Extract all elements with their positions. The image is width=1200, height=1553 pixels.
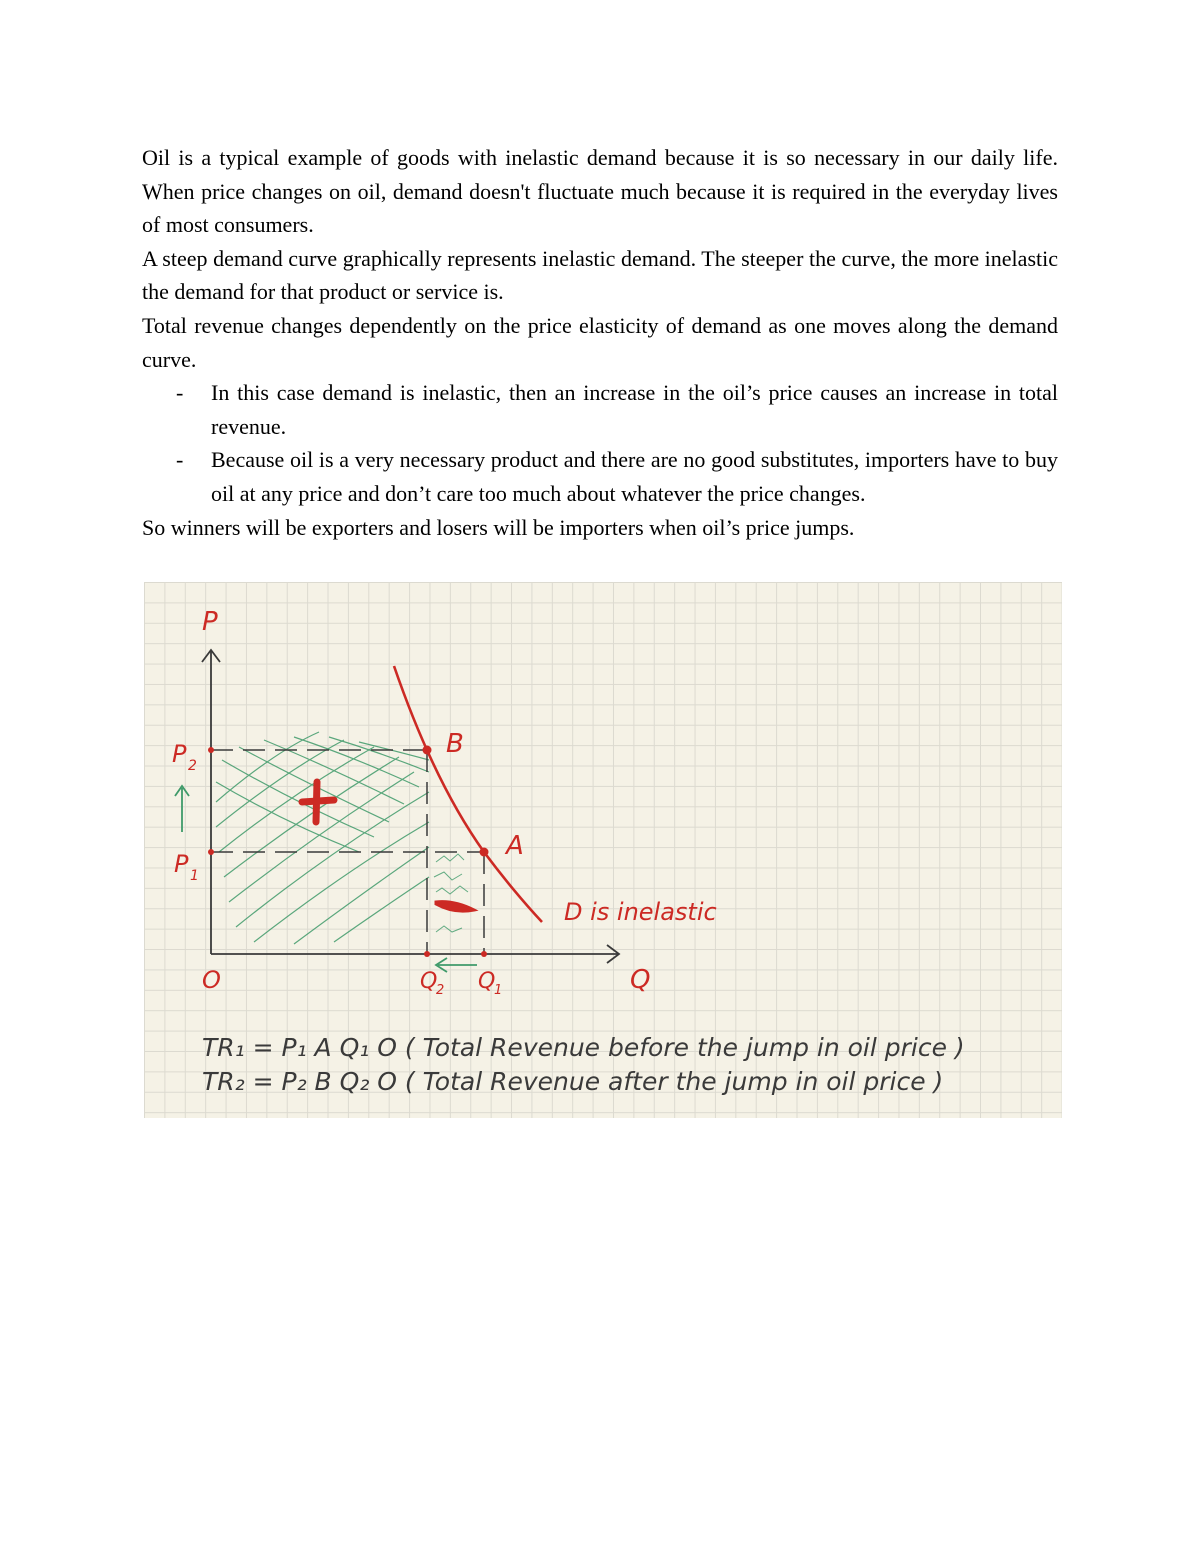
bullet-text: Because oil is a very necessary product and there are no good substitutes, importers have to buy oil at any price and don’t care too much about whatever the price changes. [211,447,1058,506]
paragraph-oil-example: Oil is a typical example of goods with inelastic demand because it is so necessary in our daily life. When price changes on oil, demand doesn't fluctuate much because it is required in the everyday lives of most consumers. [142,145,1058,238]
bullet-item [142,376,1058,443]
bullet-text: In this case demand is inelastic, then an increase in the oil’s price causes an increase in total revenue. [211,380,1058,439]
sketch-drawing [144,582,1062,1118]
bullet-item [142,443,1058,510]
curve-note: D is inelastic [564,898,717,926]
quantity-left-arrow-icon [436,958,477,972]
q2-label: Q [420,969,438,994]
x-axis-label: Q [630,965,651,995]
q1-label: Q [478,969,496,994]
body-text [142,141,1058,544]
hatched-loss-area [434,854,468,932]
tr1-formula: TR₁ = P₁ A Q₁ O ( Total Revenue before the jump in oil price ) [202,1033,965,1062]
paragraph-steep-curve: A steep demand curve graphically represents inelastic demand. The steeper the curve, the more inelastic the demand for that product or service is. [142,245,1058,305]
point-a-marker [480,848,489,857]
q2-tick [424,951,430,957]
p1-subscript: 1 [190,868,199,884]
point-b-label: B [446,729,464,759]
axes [202,650,619,963]
p2-subscript: 2 [188,758,197,774]
p2-label: P [172,740,187,768]
p1-tick [208,849,214,855]
bullet-marker: - [176,447,184,473]
handwritten-sketch [144,582,1062,1118]
tr2-formula: TR₂ = P₂ B Q₂ O ( Total Revenue after the jump in oil price ) [202,1067,944,1096]
demand-curve [394,666,542,922]
hatched-revenue-area [216,732,429,944]
point-b-marker [423,746,432,755]
p1-label: P [174,850,189,878]
paragraph-total-revenue: Total revenue changes dependently on the price elasticity of demand as one moves along the demand curve. [142,312,1058,372]
y-axis-label: P [202,607,218,637]
bullet-marker: - [176,380,184,406]
dashed-guides [211,750,484,954]
p2-tick [208,747,214,753]
price-up-arrow-icon [175,786,189,832]
q1-subscript: 1 [494,983,503,998]
bullet-list [142,376,1058,510]
paragraph-conclusion: So winners will be exporters and losers will be importers when oil’s price jumps. [142,514,855,540]
q1-tick [481,951,487,957]
origin-label: O [202,966,221,994]
minus-sign-icon [436,902,474,911]
q2-subscript: 2 [436,983,445,998]
point-a-label: A [506,831,524,861]
